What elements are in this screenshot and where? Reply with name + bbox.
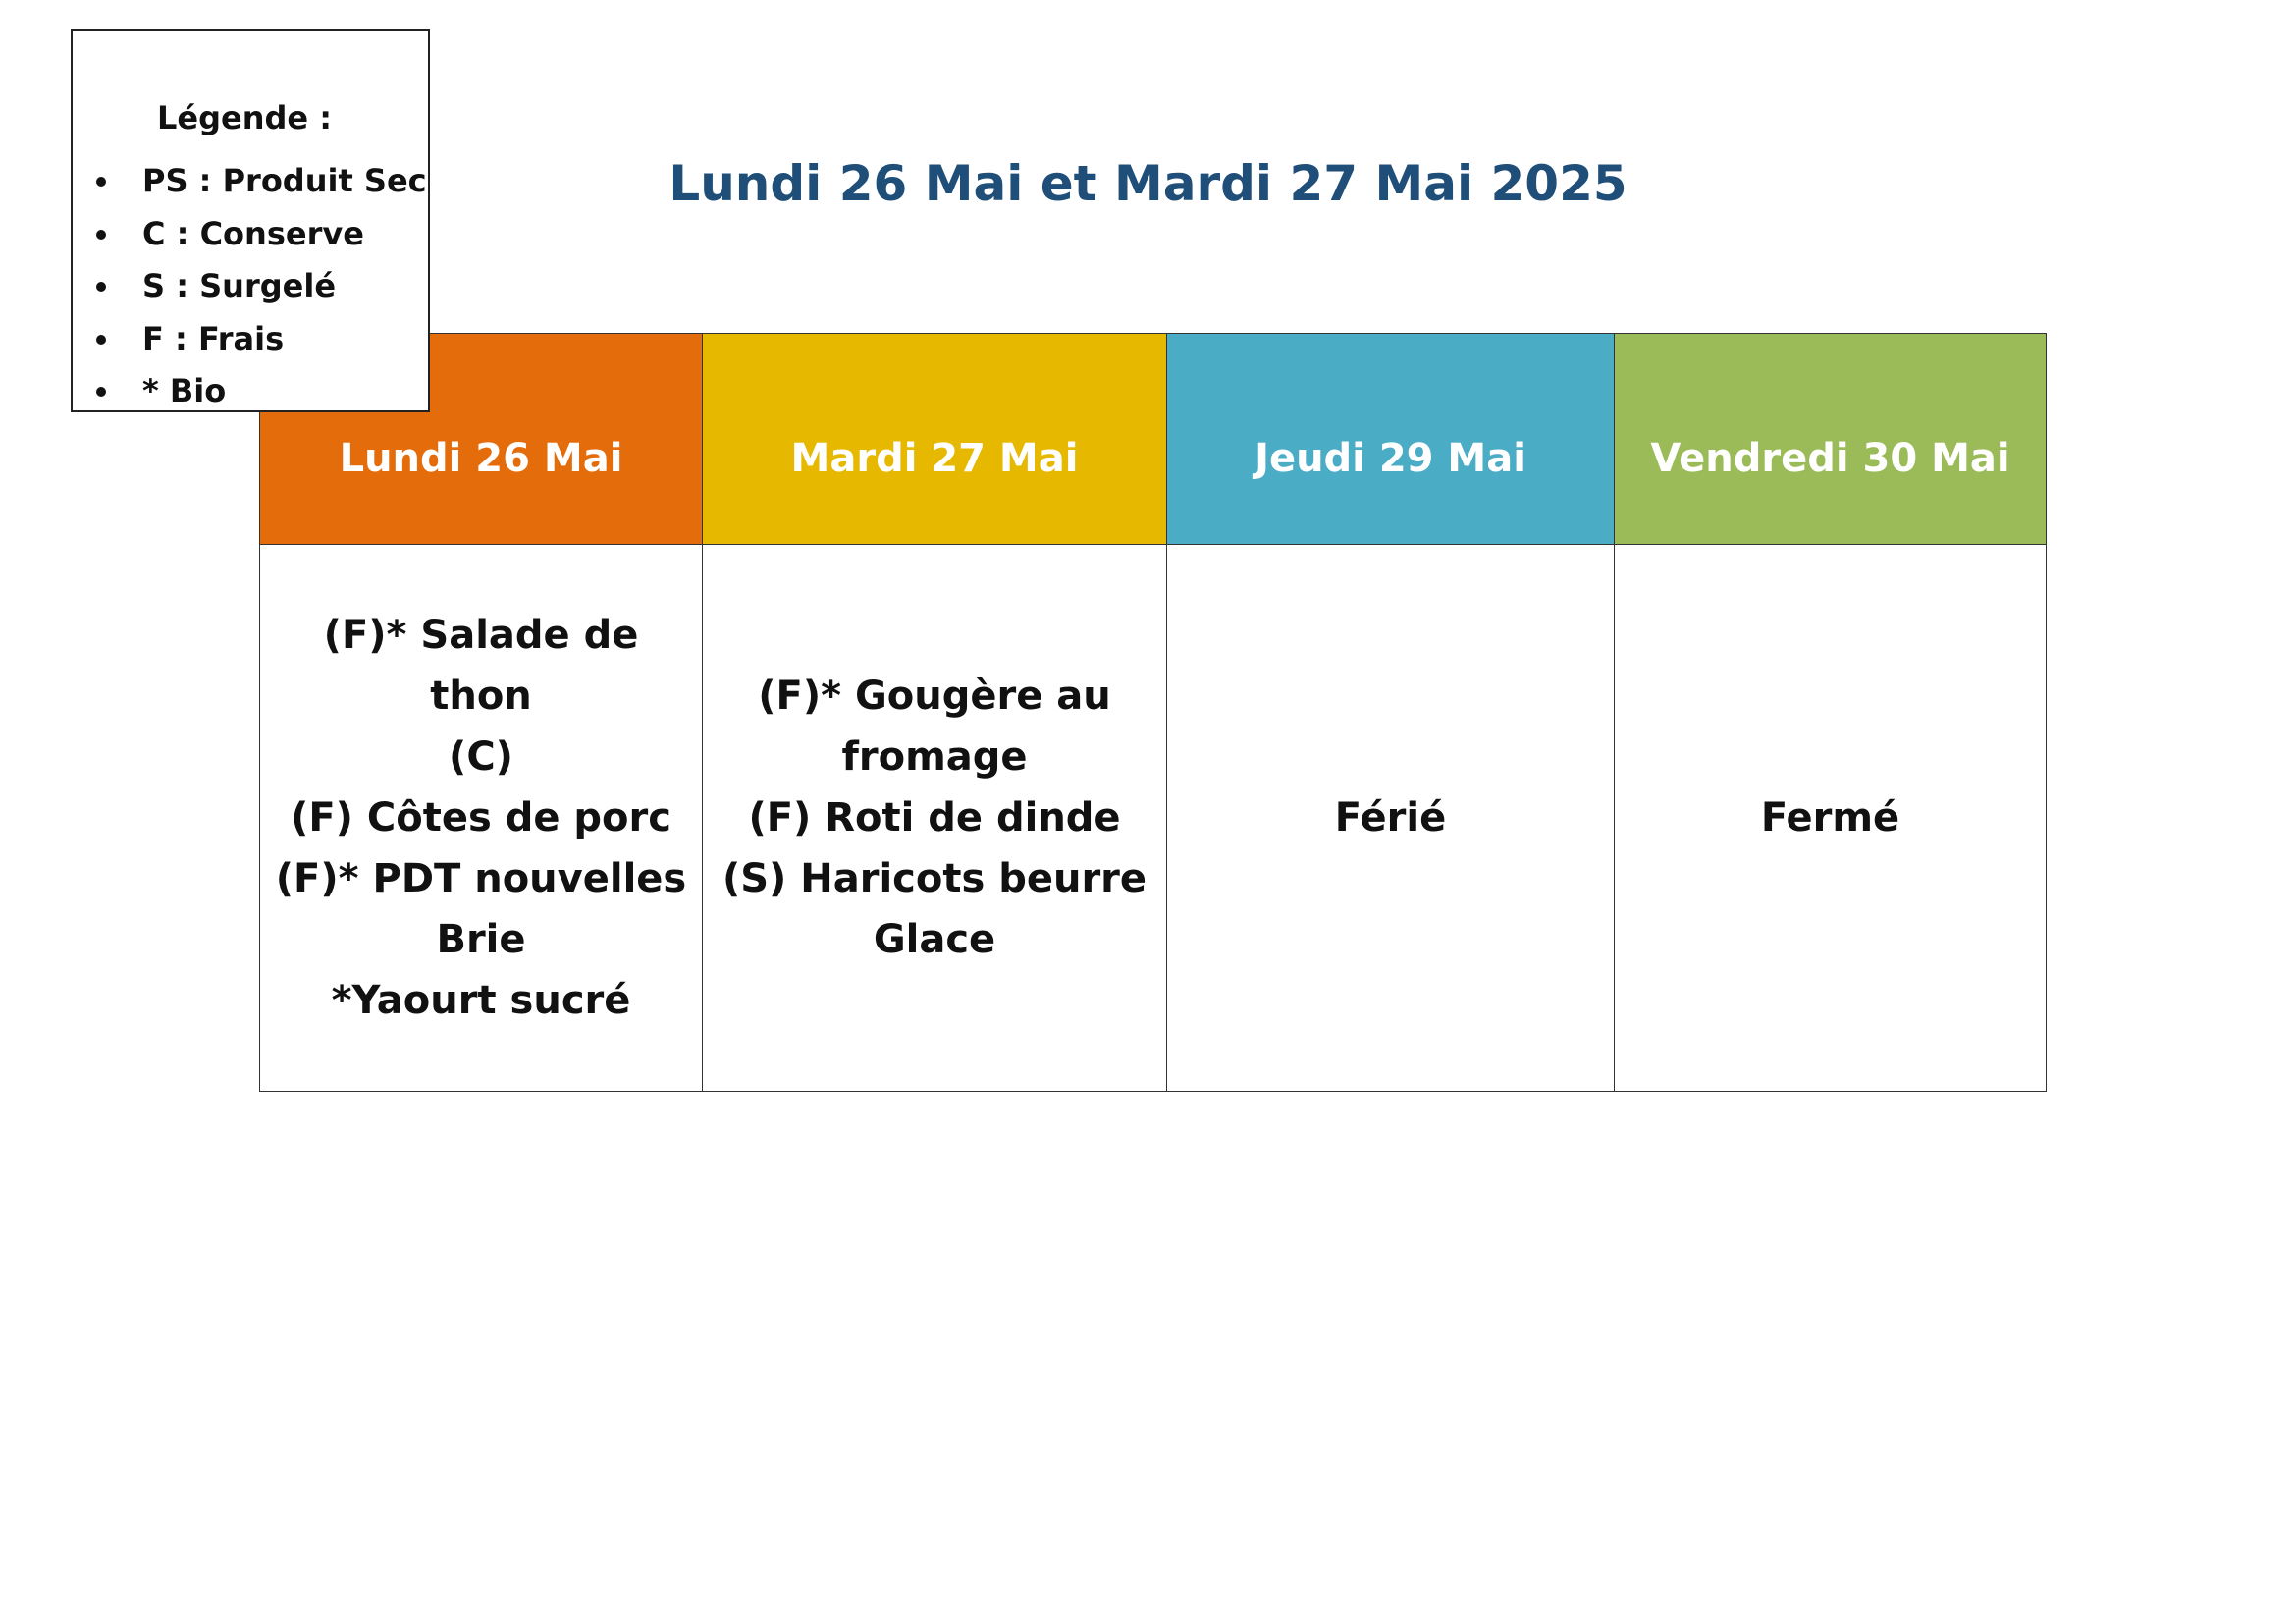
menu-line: (F) Côtes de porc [291,795,671,840]
legend-item-label: * Bio [142,372,227,409]
bullet-icon [96,335,106,345]
legend-item-label: PS : Produit Sec [142,162,427,199]
menu-cell-monday [260,545,703,1092]
legend-item-label: F : Frais [142,319,285,357]
menu-line: Férié [1334,795,1447,840]
menu-cell-thursday [1167,545,1615,1092]
bullet-icon [96,387,106,397]
menu-row [260,545,2047,1092]
menu-line: (F)* Gougère au [758,674,1111,719]
menu-line: Fermé [1760,795,1900,840]
legend-item-label: C : Conserve [142,214,364,252]
menu-cell-friday [1615,545,2047,1092]
menu-line: *Yaourt sucré [331,978,631,1023]
menu-line: fromage [841,734,1028,780]
page-title: Lundi 26 Mai et Mardi 27 Mai 2025 [668,155,1628,212]
menu-line: (S) Haricots beurre [721,856,1148,901]
legend-item [73,365,427,418]
menu-line: (F)* Salade de thon [323,613,639,719]
legend-item [73,260,427,313]
day-header-friday: Vendredi 30 Mai [1615,334,2047,545]
day-header-monday: Lundi 26 Mai [260,334,703,545]
menu-line: Brie [436,917,526,962]
legend-title: Légende : [156,99,333,136]
bullet-icon [96,282,106,292]
menu-line: Glace [873,917,996,962]
bullet-icon [96,177,106,187]
legend-item [73,155,427,208]
menu-table [259,333,2047,1092]
legend-item-label: S : Surgelé [142,267,337,304]
legend-list [73,155,427,418]
menu-line: (F) Roti de dinde [748,795,1121,840]
header-row [260,334,2047,545]
legend-box [71,29,430,412]
menu-line: (F)* PDT nouvelles [275,856,687,901]
day-header-thursday: Jeudi 29 Mai [1167,334,1615,545]
legend-item [73,208,427,261]
legend-item [73,313,427,366]
bullet-icon [96,230,106,240]
menu-cell-tuesday [703,545,1167,1092]
menu-line: (C) [449,734,513,780]
day-header-tuesday: Mardi 27 Mai [703,334,1167,545]
